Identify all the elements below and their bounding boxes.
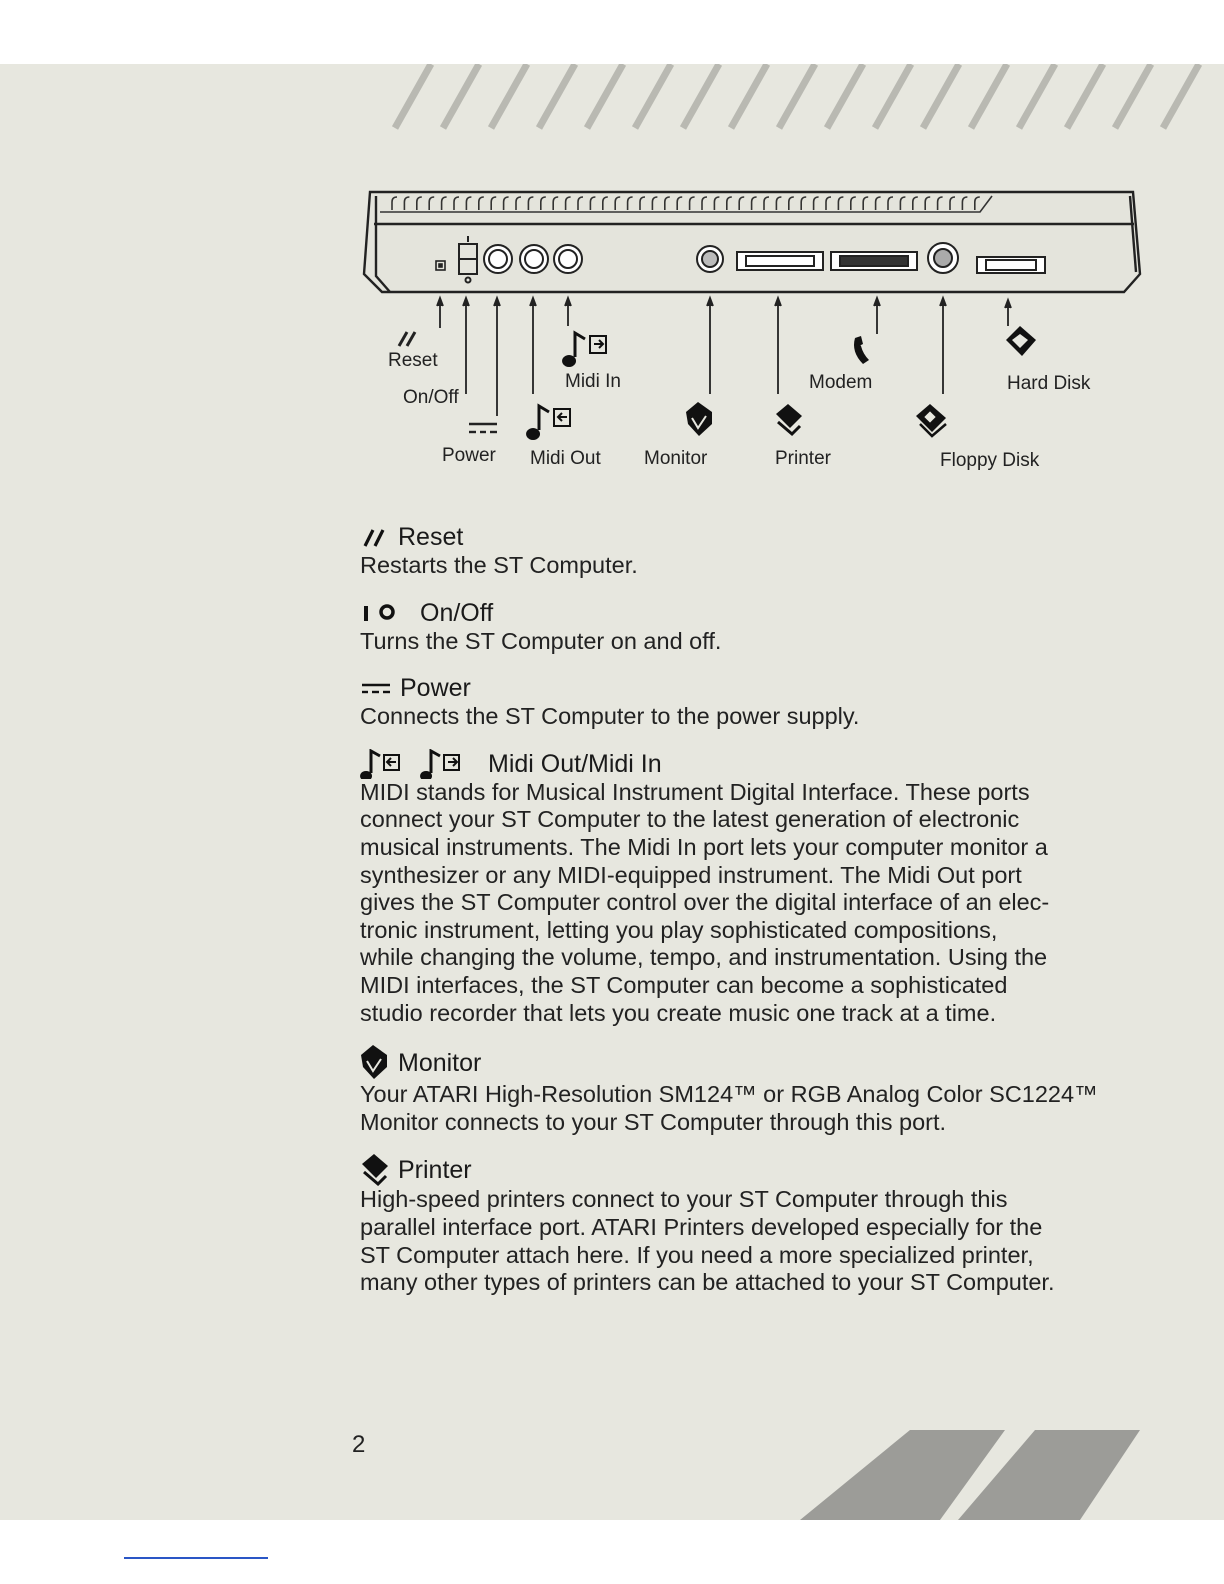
section-monitor — [360, 1045, 1160, 1136]
monitor-diagram-icon — [686, 402, 712, 436]
footer-rule — [124, 1557, 268, 1559]
midi-out-label: Midi Out — [530, 448, 601, 469]
hard-disk-diagram-icon — [1006, 326, 1036, 356]
reset-label: Reset — [388, 350, 438, 371]
back-panel-diagram — [0, 64, 1224, 504]
section-text: Your ATARI High-Resolution SM124™ or RGB Analog Color SC1224™ Monitor connects to your ST Computer through this port. — [360, 1081, 1098, 1135]
manual-page — [0, 64, 1224, 1520]
floppy-port-graphic — [928, 243, 958, 273]
midi-in-label: Midi In — [565, 371, 621, 392]
on-off-label: On/Off — [403, 387, 459, 408]
modem-diagram-icon — [854, 336, 869, 364]
section-title: Power — [400, 674, 471, 703]
hard-disk-label: Hard Disk — [1007, 373, 1091, 394]
on-off-icon — [360, 602, 412, 624]
section-reset — [360, 522, 1160, 580]
reset-icon — [360, 526, 390, 548]
page-number: 2 — [352, 1431, 366, 1458]
power-icon — [360, 677, 392, 699]
power-port-graphic — [484, 245, 512, 273]
section-title: Monitor — [398, 1049, 482, 1078]
section-text: Turns the ST Computer on and off. — [360, 627, 722, 654]
section-power — [360, 673, 1160, 731]
midi-out-port-graphic — [520, 245, 548, 273]
section-on-off — [360, 598, 1160, 656]
printer-port-graphic — [831, 252, 917, 270]
midi-icon — [360, 749, 480, 779]
section-printer — [360, 1154, 1160, 1296]
printer-label: Printer — [775, 448, 831, 469]
section-title: Reset — [398, 523, 464, 551]
section-title: On/Off — [420, 598, 494, 627]
hard-disk-port-graphic — [977, 257, 1045, 273]
floppy-disk-diagram-icon — [916, 404, 946, 436]
section-text: Connects the ST Computer to the power supply. — [360, 703, 860, 730]
port-descriptions — [360, 522, 1160, 1315]
midi-in-port-graphic — [554, 245, 582, 273]
midi-out-diagram-icon — [526, 406, 570, 440]
section-text: Restarts the ST Computer. — [360, 552, 638, 578]
section-text: High-speed printers connect to your ST Computer through this parallel interface port. ATARI Printers developed especially for the ST Computer attach here. If you need a more specialized printer, many other types of printers can be attached to your ST Computer. — [360, 1186, 1055, 1296]
section-title: Printer — [398, 1156, 472, 1185]
printer-icon — [360, 1154, 390, 1186]
section-text: MIDI stands for Musical Instrument Digital Interface. These ports connect your ST Computer to the latest generation of electronic musical instruments. The Midi In port lets your computer monitor a synthesizer or any MIDI-equipped instrument. The Midi Out port gives the ST Computer control over the digital interface of an elec- tronic instrument, letting you play sophisticated compositions, while changing the volume, tempo, and instrumentation. Using the MIDI interfaces, the ST Computer can become a sophisticated studio recorder that lets you create music one track at a time. — [360, 778, 1050, 1026]
floppy-disk-label: Floppy Disk — [940, 450, 1040, 471]
reset-diagram-icon — [399, 332, 415, 346]
printer-diagram-icon — [776, 404, 802, 434]
monitor-port-graphic — [697, 246, 723, 272]
monitor-icon — [360, 1045, 390, 1081]
section-midi — [360, 749, 1160, 1027]
monitor-label: Monitor — [644, 448, 708, 469]
section-title: Midi Out/Midi In — [488, 749, 662, 778]
modem-label: Modem — [809, 372, 873, 393]
modem-port-graphic — [737, 252, 823, 270]
power-diagram-icon — [469, 424, 497, 432]
power-label: Power — [442, 445, 496, 466]
decorative-corner-stripes — [790, 1424, 1224, 1520]
midi-in-diagram-icon — [562, 333, 606, 367]
